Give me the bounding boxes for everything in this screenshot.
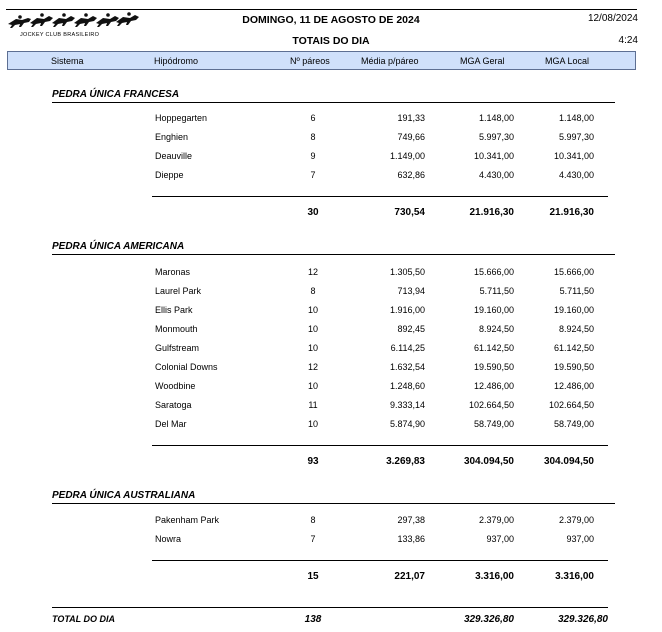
cell-pareos: 10: [307, 324, 318, 334]
cell-mga-local: 19.590,50: [553, 362, 594, 372]
cell-hipodromo: Woodbine: [155, 381, 196, 391]
cell-pareos: 8: [310, 132, 316, 142]
cell-pareos: 9: [310, 151, 316, 161]
subtotal-mga-geral: 3.316,00: [475, 571, 514, 582]
cell-mga-local: 937,00: [566, 534, 594, 544]
col-sistema: Sistema: [51, 56, 84, 66]
cell-hipodromo: Colonial Downs: [155, 362, 218, 372]
cell-mga-local: 8.924,50: [558, 324, 594, 334]
subtotal-mga-local: 304.094,50: [543, 456, 594, 467]
col-media: Média p/páreo: [361, 56, 419, 66]
subtotal-mga-geral: 304.094,50: [463, 456, 514, 467]
cell-pareos: 10: [307, 381, 318, 391]
cell-hipodromo: Ellis Park: [155, 305, 193, 315]
cell-mga-geral: 61.142,50: [473, 343, 514, 353]
cell-media: 713,94: [397, 286, 425, 296]
grand-total-label: TOTAL DO DIA: [52, 614, 115, 624]
cell-media: 892,45: [397, 324, 425, 334]
cell-mga-local: 12.486,00: [553, 381, 594, 391]
cell-media: 133,86: [397, 534, 425, 544]
cell-mga-local: 10.341,00: [553, 151, 594, 161]
cell-media: 1.916,00: [389, 305, 425, 315]
cell-mga-local: 1.148,00: [558, 113, 594, 123]
cell-media: 6.114,25: [390, 343, 425, 353]
report-date: 12/08/2024: [587, 13, 638, 24]
cell-mga-geral: 19.590,50: [473, 362, 514, 372]
cell-media: 749,66: [397, 132, 425, 142]
cell-pareos: 8: [310, 286, 316, 296]
cell-pareos: 10: [307, 419, 318, 429]
subtotal-pareos: 30: [307, 207, 319, 218]
section-title-australiana: PEDRA ÚNICA AUSTRALIANA: [52, 490, 196, 501]
cell-media: 1.632,54: [389, 362, 425, 372]
subtotal-rule: [152, 445, 608, 446]
cell-mga-geral: 58.749,00: [473, 419, 514, 429]
logo-text: JOCKEY CLUB BRASILEIRO: [20, 32, 100, 38]
cell-pareos: 8: [310, 515, 316, 525]
cell-media: 632,86: [397, 170, 425, 180]
cell-hipodromo: Enghien: [155, 132, 189, 142]
subtotal-pareos: 15: [307, 571, 319, 582]
subtotal-rule: [152, 196, 608, 197]
cell-hipodromo: Saratoga: [155, 400, 192, 410]
cell-pareos: 7: [310, 170, 316, 180]
cell-pareos: 12: [307, 267, 318, 277]
subtotal-mga-local: 3.316,00: [555, 571, 594, 582]
cell-media: 5.874,90: [389, 419, 425, 429]
cell-pareos: 7: [310, 534, 316, 544]
cell-hipodromo: Gulfstream: [155, 343, 200, 353]
cell-media: 1.149,00: [389, 151, 425, 161]
subtotal-media: 730,54: [394, 207, 425, 218]
cell-mga-local: 2.379,00: [558, 515, 594, 525]
top-rule: [6, 9, 637, 10]
cell-mga-geral: 19.160,00: [473, 305, 514, 315]
page-title: DOMINGO, 11 DE AGOSTO DE 2024: [242, 14, 420, 26]
column-header-bar: [7, 51, 636, 70]
col-hipodromo: Hipódromo: [154, 56, 199, 66]
cell-mga-geral: 12.486,00: [473, 381, 514, 391]
cell-mga-local: 5.711,50: [559, 286, 594, 296]
subtotal-pareos: 93: [307, 456, 319, 467]
cell-media: 1.248,60: [389, 381, 425, 391]
cell-media: 9.333,14: [389, 400, 425, 410]
cell-hipodromo: Nowra: [155, 534, 182, 544]
section-title-francesa: PEDRA ÚNICA FRANCESA: [52, 89, 180, 100]
subtotal-mga-geral: 21.916,30: [469, 207, 514, 218]
cell-mga-geral: 8.924,50: [478, 324, 514, 334]
cell-hipodromo: Pakenham Park: [155, 515, 220, 525]
grand-total-mga-geral: 329.326,80: [463, 614, 514, 625]
cell-media: 1.305,50: [389, 267, 425, 277]
cell-hipodromo: Maronas: [155, 267, 191, 277]
col-mga-geral: MGA Geral: [460, 56, 505, 66]
grand-total-mga-local: 329.326,80: [557, 614, 608, 625]
cell-mga-geral: 5.997,30: [478, 132, 514, 142]
cell-hipodromo: Hoppegarten: [155, 113, 208, 123]
cell-mga-local: 58.749,00: [553, 419, 594, 429]
col-pareos: Nº páreos: [290, 56, 330, 66]
grand-total-pareos: 138: [304, 614, 322, 625]
cell-pareos: 12: [307, 362, 318, 372]
cell-mga-local: 5.997,30: [558, 132, 594, 142]
subtotal-media: 221,07: [394, 571, 425, 582]
cell-mga-geral: 2.379,00: [478, 515, 514, 525]
page-subtitle: TOTAIS DO DIA: [292, 35, 370, 47]
cell-media: 191,33: [397, 113, 425, 123]
cell-hipodromo: Laurel Park: [155, 286, 202, 296]
cell-hipodromo: Del Mar: [155, 419, 187, 429]
subtotal-mga-local: 21.916,30: [549, 207, 594, 218]
subtotal-rule: [152, 560, 608, 561]
cell-media: 297,38: [397, 515, 425, 525]
cell-hipodromo: Monmouth: [155, 324, 198, 334]
cell-mga-geral: 937,00: [486, 534, 514, 544]
cell-pareos: 10: [307, 305, 318, 315]
cell-mga-local: 61.142,50: [553, 343, 594, 353]
section-rule: [52, 254, 615, 255]
cell-mga-local: 4.430,00: [558, 170, 594, 180]
report-time: 4:24: [618, 35, 638, 46]
cell-pareos: 11: [308, 400, 318, 410]
subtotal-media: 3.269,83: [386, 456, 425, 467]
section-rule: [52, 102, 615, 103]
cell-pareos: 6: [310, 113, 316, 123]
cell-mga-local: 19.160,00: [553, 305, 594, 315]
grand-total-rule: [52, 607, 608, 608]
cell-mga-local: 15.666,00: [553, 267, 594, 277]
cell-mga-geral: 15.666,00: [473, 267, 514, 277]
cell-mga-geral: 4.430,00: [478, 170, 514, 180]
col-mga-local: MGA Local: [545, 56, 590, 66]
cell-mga-geral: 102.664,50: [468, 400, 514, 410]
cell-pareos: 10: [307, 343, 318, 353]
cell-mga-geral: 1.148,00: [478, 113, 514, 123]
cell-hipodromo: Dieppe: [155, 170, 184, 180]
cell-mga-geral: 10.341,00: [473, 151, 514, 161]
cell-mga-local: 102.664,50: [548, 400, 594, 410]
section-title-americana: PEDRA ÚNICA AMERICANA: [52, 241, 185, 252]
section-rule: [52, 503, 615, 504]
cell-hipodromo: Deauville: [155, 151, 193, 161]
cell-mga-geral: 5.711,50: [479, 286, 514, 296]
